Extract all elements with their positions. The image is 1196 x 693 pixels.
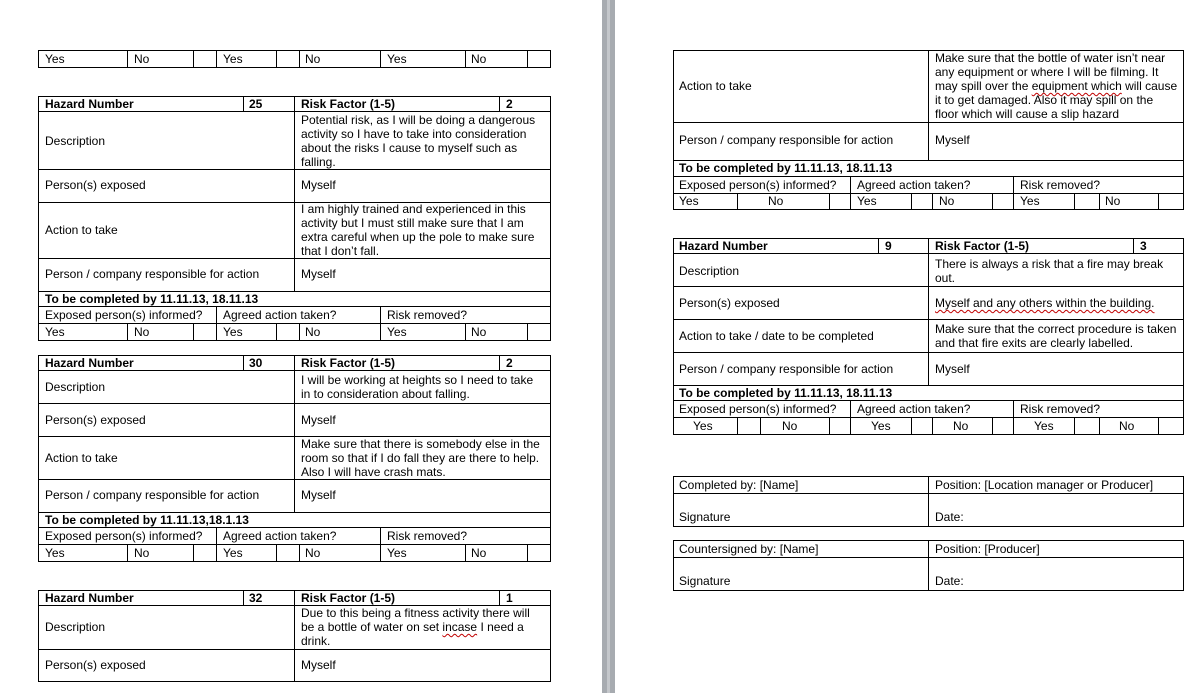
signature-field: Signature [679, 574, 731, 588]
no-label: No [471, 52, 487, 66]
responsible-text: Myself [935, 133, 970, 147]
responsible-label: Person / company responsible for action [679, 133, 894, 147]
risk-removed-label: Risk removed? [1020, 402, 1101, 416]
informed-label: Exposed person(s) informed? [45, 529, 203, 543]
agreed-label: Agreed action taken? [223, 529, 337, 543]
yes-label: Yes [693, 419, 713, 433]
yes-label: Yes [387, 52, 407, 66]
action-label: Action to take [679, 79, 752, 93]
yes-label: Yes [45, 546, 65, 560]
persons-exposed-label: Person(s) exposed [45, 658, 146, 672]
action-label: Action to take / date to be completed [679, 329, 874, 343]
spelling-flag: incase [442, 620, 478, 634]
hazard-number-value: 32 [249, 591, 263, 605]
persons-exposed-text: Myself [301, 178, 336, 192]
hazard-number-label: Hazard Number [45, 356, 134, 370]
document-page-right [615, 0, 1196, 693]
hazard-number-value: 25 [249, 97, 263, 111]
no-label: No [134, 546, 150, 560]
no-label: No [939, 194, 955, 208]
risk-factor-label: Risk Factor (1-5) [301, 97, 396, 111]
risk-factor-value: 2 [506, 97, 513, 111]
no-label: No [134, 325, 150, 339]
yes-label: Yes [1034, 419, 1054, 433]
no-label: No [953, 419, 969, 433]
description-text: There is always a risk that a fire may break out. [935, 257, 1164, 285]
persons-exposed-label: Person(s) exposed [679, 296, 780, 310]
description-text: Due to this being a fitness activity there will be a bottle of water on set incase I need a drink. [301, 606, 530, 648]
risk-factor-value: 2 [506, 356, 513, 370]
hazard-number-label: Hazard Number [45, 591, 134, 605]
completed-by-text: To be completed by 11.11.13, 18.11.13 [679, 386, 893, 400]
completed-by-text: To be completed by 11.11.13, 18.11.13 [679, 161, 893, 175]
responsible-text: Myself [301, 488, 336, 502]
hazard-number-value: 30 [249, 356, 263, 370]
date-field: Date: [935, 574, 964, 588]
risk-factor-label: Risk Factor (1-5) [935, 239, 1030, 253]
no-label: No [1119, 419, 1135, 433]
persons-exposed-text: Myself [301, 658, 336, 672]
action-text: Make sure that the bottle of water isn’t near any equipment or where I will be filming. It may spill over the equipment which will cause it to get damaged. Also it may spill on the floor which will cause a slip hazard [935, 51, 1178, 121]
risk-factor-label: Risk Factor (1-5) [301, 356, 396, 370]
completed-by-text: To be completed by 11.11.13,18.1.13 [45, 513, 249, 527]
yes-label: Yes [1020, 194, 1040, 208]
description-text: Potential risk, as I will be doing a dangerous activity so I have to take into consideration about the risks I cause to myself such as falling. [301, 113, 536, 169]
risk-factor-label: Risk Factor (1-5) [301, 591, 396, 605]
countersigned-name-field: Countersigned by: [Name] [679, 542, 819, 556]
yes-label: Yes [45, 52, 65, 66]
hazard-number-value: 9 [885, 239, 892, 253]
informed-label: Exposed person(s) informed? [45, 308, 203, 322]
responsible-label: Person / company responsible for action [679, 362, 894, 376]
hazard-number-label: Hazard Number [679, 239, 768, 253]
informed-label: Exposed person(s) informed? [679, 178, 837, 192]
risk-removed-label: Risk removed? [1020, 178, 1101, 192]
informed-label: Exposed person(s) informed? [679, 402, 837, 416]
persons-exposed-label: Person(s) exposed [45, 413, 146, 427]
agreed-label: Agreed action taken? [857, 402, 971, 416]
description-label: Description [45, 134, 106, 148]
agreed-label: Agreed action taken? [223, 308, 337, 322]
yes-label: Yes [857, 194, 877, 208]
yes-label: Yes [679, 194, 699, 208]
persons-exposed-label: Person(s) exposed [45, 178, 146, 192]
risk-factor-value: 1 [506, 591, 513, 605]
responsible-label: Person / company responsible for action [45, 488, 260, 502]
hazard-number-label: Hazard Number [45, 97, 134, 111]
yes-label: Yes [387, 546, 407, 560]
responsible-label: Person / company responsible for action [45, 267, 260, 281]
no-label: No [305, 52, 321, 66]
yes-label: Yes [223, 546, 243, 560]
completed-by-text: To be completed by 11.11.13, 18.11.13 [45, 292, 259, 306]
responsible-text: Myself [301, 267, 336, 281]
no-label: No [134, 52, 150, 66]
no-label: No [471, 325, 487, 339]
persons-exposed-text: Myself and any others within the building. [935, 296, 1155, 310]
position-field: Position: [Producer] [935, 542, 1040, 556]
yes-label: Yes [871, 419, 891, 433]
action-text: I am highly trained and experienced in this activity but I must still make sure that I am extra careful when up the pole to make sure that I don’t fall. [301, 202, 535, 258]
position-field: Position: [Location manager or Producer] [935, 478, 1154, 492]
yes-label: Yes [223, 52, 243, 66]
spelling-flag: equipment which [1031, 79, 1122, 93]
agreed-label: Agreed action taken? [857, 178, 971, 192]
description-label: Description [679, 264, 740, 278]
description-text: I will be working at heights so I need to take in to consideration about falling. [301, 373, 534, 401]
no-label: No [1105, 194, 1121, 208]
description-label: Description [45, 380, 106, 394]
risk-removed-label: Risk removed? [387, 529, 468, 543]
description-label: Description [45, 620, 106, 634]
yes-label: Yes [387, 325, 407, 339]
page-divider [602, 0, 615, 693]
action-label: Action to take [45, 223, 118, 237]
yes-label: Yes [45, 325, 65, 339]
action-text: Make sure that the correct procedure is taken and that fire exits are clearly labelled. [935, 322, 1177, 350]
risk-factor-value: 3 [1140, 239, 1147, 253]
no-label: No [782, 419, 798, 433]
completed-by-name-field: Completed by: [Name] [679, 478, 799, 492]
action-label: Action to take [45, 451, 118, 465]
no-label: No [305, 546, 321, 560]
risk-removed-label: Risk removed? [387, 308, 468, 322]
yes-label: Yes [223, 325, 243, 339]
no-label: No [305, 325, 321, 339]
persons-exposed-text: Myself [301, 413, 336, 427]
no-label: No [471, 546, 487, 560]
responsible-text: Myself [935, 362, 970, 376]
no-label: No [768, 194, 784, 208]
action-text: Make sure that there is somebody else in the room so that if I do fall they are there to help. Also I will have crash mats. [301, 437, 540, 479]
signature-field: Signature [679, 510, 731, 524]
date-field: Date: [935, 510, 964, 524]
